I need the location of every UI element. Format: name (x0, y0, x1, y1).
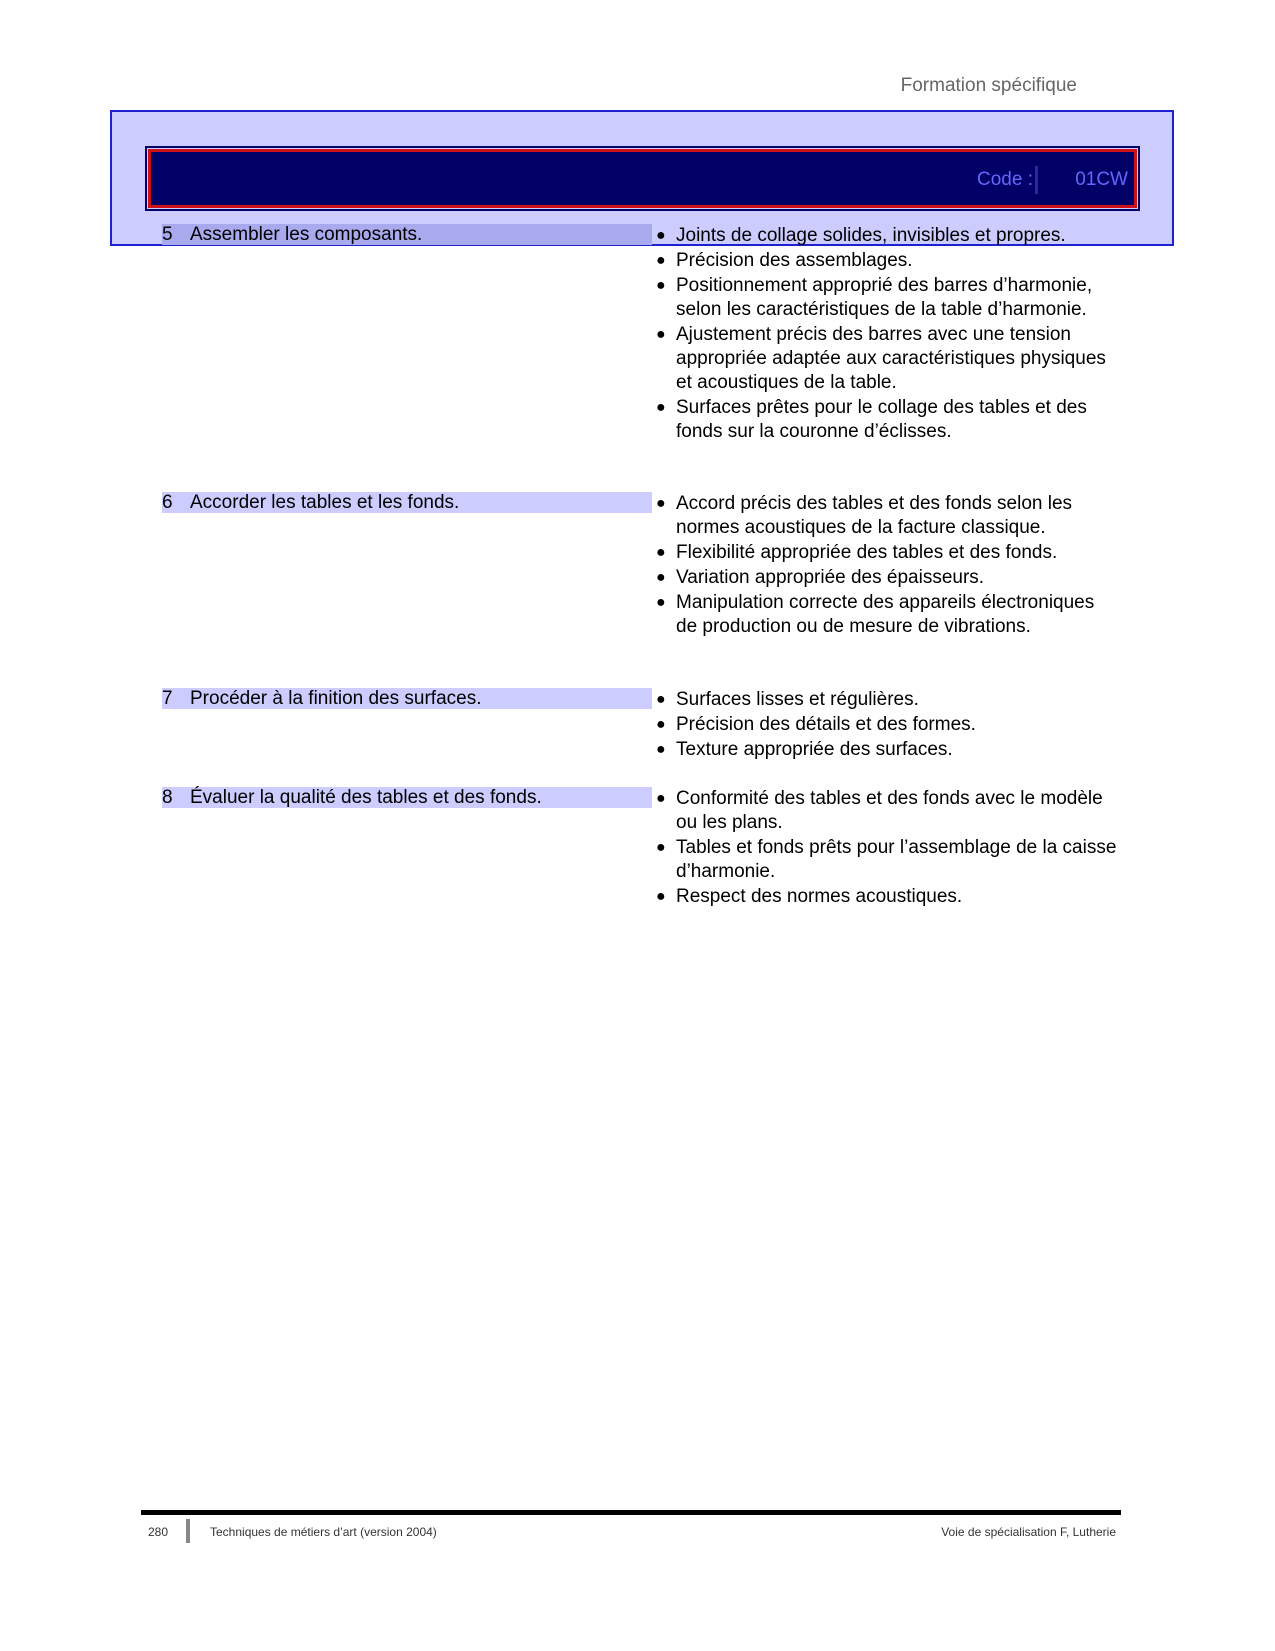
criterion-item (654, 224, 1118, 248)
code-divider (1035, 166, 1038, 194)
step-title (162, 492, 652, 513)
criterion-text: Flexibilité appropriée des tables et des fonds. (676, 542, 1058, 563)
running-head: Formation spécifique (900, 75, 1077, 96)
criterion-item (654, 836, 1118, 884)
criteria-list (654, 688, 1118, 763)
bullet-icon: ● (656, 839, 666, 856)
criterion-item (654, 713, 1118, 737)
criterion-item (654, 885, 1118, 909)
criteria-list (654, 224, 1118, 445)
criteria-list (654, 787, 1118, 910)
criterion-text: Précision des détails et des formes. (676, 714, 976, 735)
page-number: 280 (148, 1525, 169, 1539)
criterion-item (654, 787, 1118, 835)
bullet-icon: ● (656, 252, 666, 269)
step-label: Accorder les tables et les fonds. (190, 492, 460, 513)
bullet-icon: ● (656, 399, 666, 416)
criterion-item (654, 492, 1118, 540)
step-label: Évaluer la qualité des tables et des fonds. (190, 787, 542, 808)
criterion-text: Conformité des tables et des fonds avec le modèle ou les plans. (676, 788, 1103, 833)
bullet-icon: ● (656, 326, 666, 343)
step-title (162, 688, 652, 709)
step-title (162, 787, 652, 808)
code-value: 01CW (1075, 169, 1128, 190)
criterion-text: Positionnement approprié des barres d’harmonie, selon les caractéristiques de la table d’harmonie. (676, 275, 1093, 320)
criteria-list (654, 492, 1118, 640)
bullet-icon: ● (656, 888, 666, 905)
footer-specialization: Voie de spécialisation F, Lutherie (941, 1525, 1116, 1539)
criterion-text: Surfaces prêtes pour le collage des tables et des fonds sur la couronne d’éclisses. (676, 397, 1087, 442)
criterion-text: Ajustement précis des barres avec une tension appropriée adaptée aux caractéristiques physiques et acoustiques de la table. (676, 324, 1106, 393)
competency-title-bar (148, 149, 1137, 208)
step-number: 8 (162, 787, 173, 808)
criterion-item (654, 249, 1118, 273)
criterion-text: Surfaces lisses et régulières. (676, 689, 919, 710)
footer-rule (141, 1510, 1121, 1515)
criterion-item (654, 323, 1118, 395)
bullet-icon: ● (656, 741, 666, 758)
bullet-icon: ● (656, 227, 666, 244)
step-number: 5 (162, 224, 173, 245)
criterion-item (654, 274, 1118, 322)
criterion-item (654, 738, 1118, 762)
criterion-text: Respect des normes acoustiques. (676, 886, 963, 907)
bullet-icon: ● (656, 495, 666, 512)
step-number: 7 (162, 688, 173, 709)
criterion-text: Tables et fonds prêts pour l’assemblage de la caisse d’harmonie. (676, 837, 1117, 882)
criterion-text: Accord précis des tables et des fonds selon les normes acoustiques de la facture classique. (676, 493, 1073, 538)
criterion-text: Texture appropriée des surfaces. (676, 739, 953, 760)
criterion-item (654, 541, 1118, 565)
criterion-item (654, 591, 1118, 639)
code-label: Code : (977, 169, 1033, 190)
footer-program-title: Techniques de métiers d’art (version 2004) (210, 1525, 437, 1539)
bullet-icon: ● (656, 691, 666, 708)
criterion-text: Variation appropriée des épaisseurs. (676, 567, 985, 588)
step-title (162, 224, 652, 245)
bullet-icon: ● (656, 277, 666, 294)
bullet-icon: ● (656, 716, 666, 733)
bullet-icon: ● (656, 569, 666, 586)
step-label: Procéder à la finition des surfaces. (190, 688, 482, 709)
step-label: Assembler les composants. (190, 224, 423, 245)
criterion-text: Manipulation correcte des appareils électroniques de production ou de mesure de vibrations. (676, 592, 1095, 637)
criterion-item (654, 566, 1118, 590)
page-footer (148, 1525, 1116, 1539)
step-number: 6 (162, 492, 173, 513)
footer-separator (186, 1519, 190, 1543)
bullet-icon: ● (656, 594, 666, 611)
criterion-item (654, 396, 1118, 444)
criterion-item (654, 688, 1118, 712)
bullet-icon: ● (656, 544, 666, 561)
criterion-text: Joints de collage solides, invisibles et propres. (676, 225, 1066, 246)
bullet-icon: ● (656, 790, 666, 807)
criterion-text: Précision des assemblages. (676, 250, 913, 271)
